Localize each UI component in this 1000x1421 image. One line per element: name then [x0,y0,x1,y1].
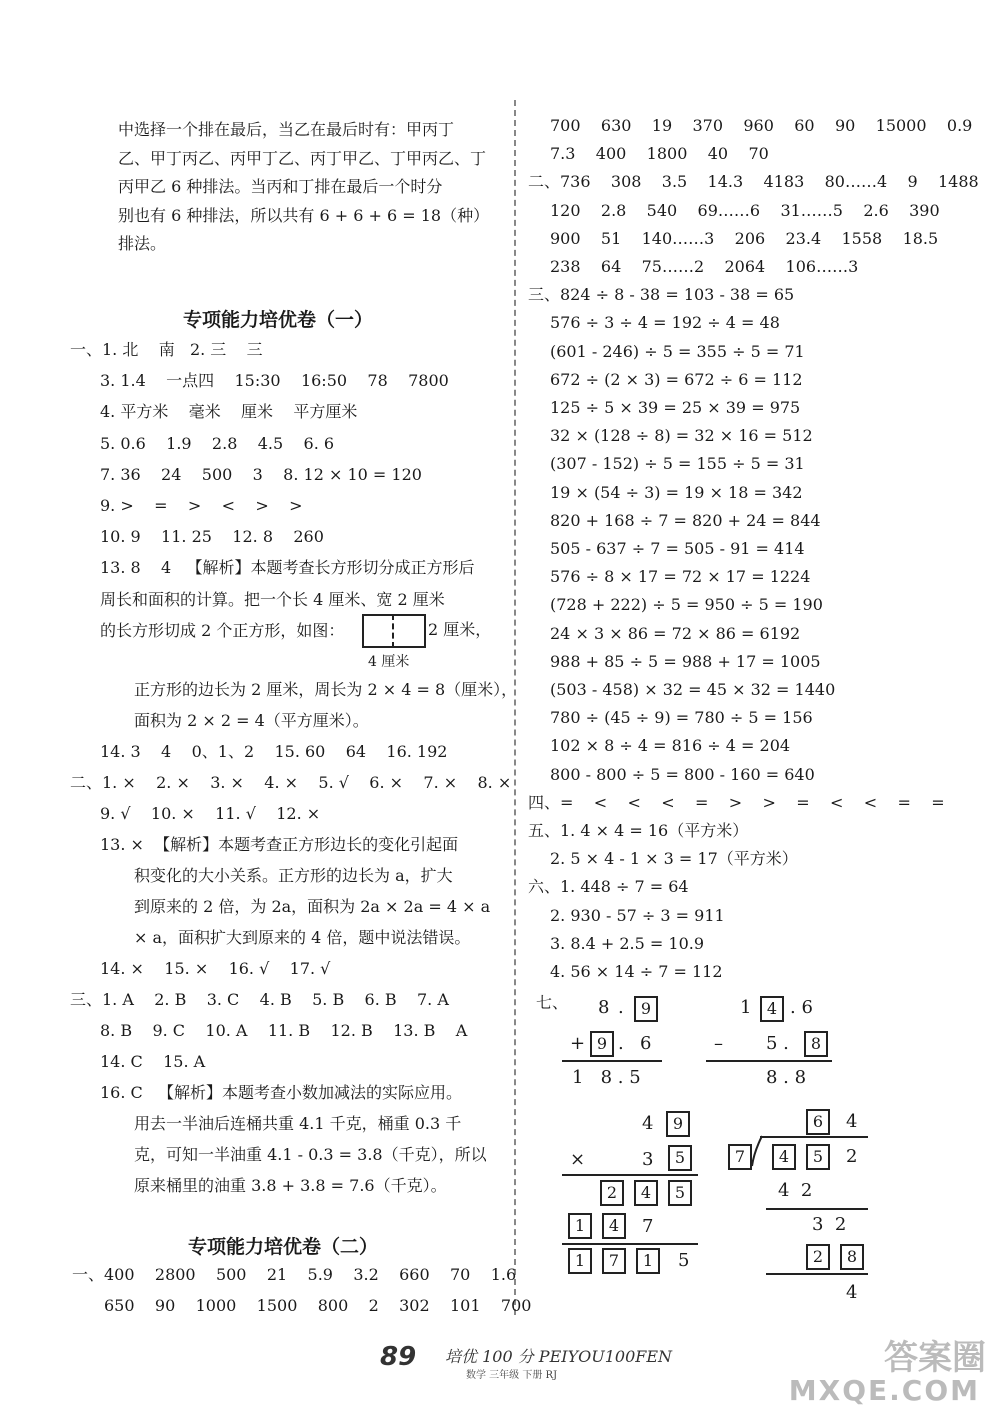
text-line: 32 × (128 ÷ 8) = 32 × 16 = 512 [550,426,813,446]
text-line: 周长和面积的计算。把一个长 4 厘米、宽 2 厘米 [100,589,445,609]
text-line: 14. C 15. A [100,1052,206,1071]
text-line: 10. 9 11. 25 12. 8 260 [100,527,324,547]
sub-digit: . 6 [790,997,813,1018]
mul-operator: × [570,1149,586,1170]
text-line: 238 64 75……2 2064 106……3 [550,257,859,276]
text-line: 积变化的大小关系。正方形的边长为 a，扩大 [134,866,453,885]
mul-rule [562,1243,698,1245]
text-line: 13. 8 4 【解析】本题考查长方形切分成正方形后 [100,558,475,578]
text-line: 三、824 ÷ 8 - 38 = 103 - 38 = 65 [528,285,795,305]
div-box: 4 [772,1144,796,1170]
mul-digit: 4 [642,1113,654,1134]
div-rule [766,1208,868,1210]
text-line: 820 + 168 ÷ 7 = 820 + 24 = 844 [550,510,821,530]
text-line: 别也有 6 种排法，所以共有 6 + 6 + 6 = 18（种） [118,205,490,225]
mul-digit: 3 [642,1149,654,1170]
mul-box: 1 [568,1213,592,1239]
add-box: 9 [634,996,658,1022]
brand-name: 培优 100 分 PEIYOU100FEN [445,1347,673,1366]
text-line: 用去一半油后连桶共重 4.1 千克，桶重 0.3 千 [134,1114,462,1133]
div-box: 2 [806,1244,830,1270]
add-box: 9 [590,1031,614,1057]
sub-box: 4 [760,996,784,1022]
div-bar [760,1136,868,1138]
text-line: 3. 8.4 + 2.5 = 10.9 [550,933,705,953]
add-digit: 8 [598,997,610,1018]
text-line: 排法。 [118,234,167,253]
text-line: 克，可知一半油重 4.1 - 0.3 = 3.8（千克），所以 [134,1145,487,1164]
text-line: 650 90 1000 1500 800 2 302 101 700 [104,1296,532,1315]
sub-operator: – [714,1033,723,1054]
text-line: 丙甲乙 6 种排法。当丙和丁排在最后一个时分 [118,177,443,196]
text-line: 780 ÷ (45 ÷ 9) = 780 ÷ 5 = 156 [550,708,813,728]
text-line: 14. 3 4 0、1、2 15. 60 64 16. 192 [100,742,448,761]
text-line: (601 - 246) ÷ 5 = 355 ÷ 5 = 71 [550,341,805,361]
mul-box: 9 [666,1111,690,1137]
figure-side-label: 2 厘米， [428,620,492,639]
text-line: 一、400 2800 500 21 5.9 3.2 660 70 1.6 [72,1265,517,1284]
mul-digit: 5 [678,1250,690,1271]
sub-box: 8 [804,1031,828,1057]
rectangle-cut-line [392,614,394,648]
div-digit: 2 [846,1146,858,1167]
text-line: 二、736 308 3.5 14.3 4183 80……4 9 1488 [528,172,979,192]
add-rule [562,1060,662,1062]
add-result: 1 8 . 5 [572,1067,641,1088]
text-line: 2. 930 - 57 ÷ 3 = 911 [550,905,725,925]
mul-box: 4 [602,1213,626,1239]
mul-digit: 7 [642,1216,654,1237]
text-line: 正方形的边长为 2 厘米，周长为 2 × 4 = 8（厘米）， [134,680,518,699]
text-line: 7.3 400 1800 40 70 [550,144,769,164]
div-box: 6 [806,1109,830,1135]
text-line: 3. 1.4 一点四 15:30 16:50 78 7800 [100,371,449,391]
mul-box: 1 [568,1248,592,1274]
text-line: 672 ÷ (2 × 3) = 672 ÷ 6 = 112 [550,369,803,389]
text-line: (307 - 152) ÷ 5 = 155 ÷ 5 = 31 [550,454,805,474]
mul-box: 5 [668,1180,692,1206]
text-line: 120 2.8 540 69……6 31……5 2.6 390 [550,200,940,220]
div-bracket [750,1134,764,1168]
section-seven-label: 七、 [536,993,569,1012]
div-digit: 4 [846,1111,858,1132]
section-title-1: 专项能力培优卷（一） [183,309,374,331]
text-line: 四、= < < < = > > = < < = = [528,792,945,812]
text-line: 7. 36 24 500 3 8. 12 × 10 = 120 [100,464,422,484]
text-line: 4. 平方米 毫米 厘米 平方厘米 [100,402,358,422]
text-line: 乙、甲丁丙乙、丙甲丁乙、丙丁甲乙、丁甲丙乙、丁 [118,148,487,168]
text-line: 到原来的 2 倍，为 2a，面积为 2a × 2a = 4 × a [134,897,491,916]
text-line: 19 × (54 ÷ 3) = 19 × 18 = 342 [550,482,803,502]
column-divider [514,100,516,1315]
text-line: 125 ÷ 5 × 39 = 25 × 39 = 975 [550,398,801,417]
page-number: 89 [380,1342,417,1372]
div-step: 4 2 [778,1180,813,1201]
text-line: 988 + 85 ÷ 5 = 988 + 17 = 1005 [550,651,821,671]
add-digit: 6 [640,1033,652,1054]
mul-box: 1 [636,1248,660,1274]
text-line: 原来桶里的油重 3.8 + 3.8 = 7.6（千克）。 [134,1176,447,1195]
text-line: 900 51 140……3 206 23.4 1558 18.5 [550,228,939,248]
text-line: 9. √ 10. × 11. √ 12. × [100,804,321,823]
text-line: (503 - 458) × 32 = 45 × 32 = 1440 [550,680,836,699]
text-line: 24 × 3 × 86 = 72 × 86 = 6192 [550,623,801,643]
text-line: 中选择一个排在最后，当乙在最后时有：甲丙丁 [118,120,455,139]
mul-box: 5 [668,1145,692,1171]
text-line: 二、1. × 2. × 3. × 4. × 5. √ 6. × 7. × 8. × [70,773,512,792]
text-line: × a，面积扩大到原来的 4 倍，题中说法错误。 [134,928,471,947]
add-operator: + [570,1033,586,1054]
text-line: 一、1. 北 南 2. 三 三 [70,340,263,359]
div-box: 5 [806,1144,830,1170]
div-remainder: 4 [846,1282,858,1303]
add-dot: . [618,997,624,1018]
text-line: 800 - 800 ÷ 5 = 800 - 160 = 640 [550,764,815,784]
section-title-2: 专项能力培优卷（二） [188,1236,379,1258]
add-dot: . [618,1033,624,1054]
text-line: 4. 56 × 14 ÷ 7 = 112 [550,962,723,981]
text-line: 16. C 【解析】本题考查小数加减法的实际应用。 [100,1083,463,1102]
div-rule [766,1273,868,1275]
text-line: 面积为 2 × 2 = 4（平方厘米）。 [134,711,369,730]
watermark-url: MXQE.COM [788,1374,980,1407]
text-line: 576 ÷ 3 ÷ 4 = 192 ÷ 4 = 48 [550,313,780,333]
book-info: 数学 三年级 下册 RJ [466,1370,558,1381]
text-line: 六、1. 448 ÷ 7 = 64 [528,877,689,897]
sub-digit: 5 . [766,1033,789,1054]
text-line: 102 × 8 ÷ 4 = 816 ÷ 4 = 204 [550,736,791,756]
text-line: 505 - 637 ÷ 7 = 505 - 91 = 414 [550,539,805,558]
text-line: 13. × 【解析】本题考查正方形边长的变化引起面 [100,835,459,854]
text-line: 700 630 19 370 960 60 90 15000 0.9 [550,116,973,135]
text-line: 的长方形切成 2 个正方形，如图： [100,620,345,640]
mul-rule [562,1174,698,1176]
text-line: 五、1. 4 × 4 = 16（平方米） [528,821,749,840]
sub-rule [706,1060,832,1062]
div-step: 3 2 [812,1214,847,1235]
text-line: 三、1. A 2. B 3. C 4. B 5. B 6. B 7. A [70,990,449,1009]
text-line: (728 + 222) ÷ 5 = 950 ÷ 5 = 190 [550,595,823,615]
text-line: 9. > = > < > > [100,496,303,515]
div-box: 7 [728,1144,752,1170]
div-box: 8 [840,1244,864,1270]
mul-box: 2 [600,1180,624,1206]
sub-result: 8 . 8 [766,1067,807,1088]
text-line: 5. 0.6 1.9 2.8 4.5 6. 6 [100,433,335,453]
text-line: 576 ÷ 8 × 17 = 72 × 17 = 1224 [550,567,811,587]
mul-box: 4 [634,1180,658,1206]
rectangle-figure [362,614,426,648]
watermark-logo: 答案圈 [884,1338,986,1378]
text-line: 2. 5 × 4 - 1 × 3 = 17（平方米） [550,849,798,869]
figure-bottom-label: 4 厘米 [368,654,410,670]
mul-box: 7 [602,1248,626,1274]
text-line: 14. × 15. × 16. √ 17. √ [100,959,331,978]
text-line: 8. B 9. C 10. A 11. B 12. B 13. B A [100,1021,468,1040]
sub-digit: 1 [740,997,752,1018]
